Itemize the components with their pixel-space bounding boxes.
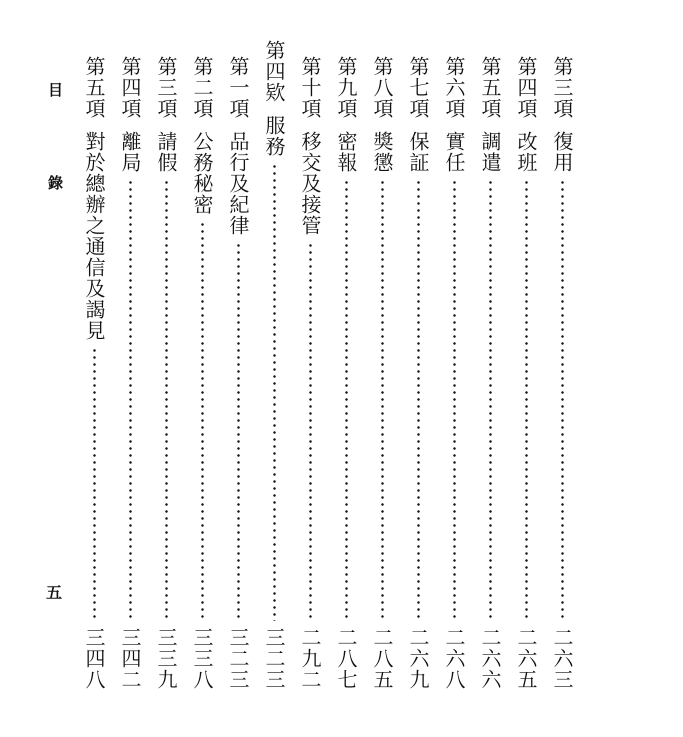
entry-label: 第六項 (442, 56, 466, 119)
entry-label: 第四欵 (262, 40, 286, 103)
toc-entry[interactable] (368, 56, 396, 690)
entry-page-number: 二六五 (514, 627, 538, 690)
entry-label: 第三項 (154, 56, 178, 119)
entry-page-number: 二八五 (370, 627, 394, 690)
entry-page-number: 二六九 (406, 627, 430, 690)
entry-title: 調遣 (478, 131, 502, 173)
entry-title: 改班 (514, 131, 538, 173)
entry-page-number: 二九二 (298, 627, 322, 690)
entry-title: 實任 (442, 131, 466, 173)
entry-title: 公務秘密 (190, 131, 214, 215)
toc-entry[interactable] (476, 56, 504, 690)
page-number: 五 (46, 583, 63, 602)
entry-page-number: 二八七 (334, 627, 358, 690)
dot-leader (93, 347, 96, 621)
entry-label: 第四項 (514, 56, 538, 119)
toc-entry[interactable] (296, 56, 324, 690)
entry-page-number: 三四八 (82, 627, 106, 690)
entry-title: 移交及接管 (298, 131, 322, 236)
entry-page-number: 三三九 (154, 627, 178, 690)
dot-leader (489, 179, 492, 621)
dot-leader (561, 179, 564, 621)
dot-leader (417, 179, 420, 621)
entry-title: 密報 (334, 131, 358, 173)
entry-title: 對於總辦之通信及謁見 (82, 131, 106, 341)
toc-entry[interactable] (152, 56, 180, 690)
entry-label: 第三項 (550, 56, 574, 119)
entry-page-number: 二六三 (550, 627, 574, 690)
entry-label: 第八項 (370, 56, 394, 119)
dot-leader (129, 179, 132, 621)
entry-page-number: 二六八 (442, 627, 466, 690)
entry-page-number: 二六六 (478, 627, 502, 690)
toc-entry[interactable] (548, 56, 576, 690)
toc-entry[interactable] (116, 56, 144, 690)
toc-entry[interactable] (332, 56, 360, 690)
entry-label: 第九項 (334, 56, 358, 119)
entry-page-number: 三二三 (262, 627, 286, 690)
entry-label: 第五項 (478, 56, 502, 119)
toc-entry[interactable] (440, 56, 468, 690)
dot-leader (309, 242, 312, 621)
entry-label: 第五項 (82, 56, 106, 119)
dot-leader (345, 179, 348, 621)
entry-page-number: 三二三 (226, 627, 250, 690)
toc-entry[interactable] (224, 56, 252, 690)
entry-label: 第一項 (226, 56, 250, 119)
entry-label: 第四項 (118, 56, 142, 119)
dot-leader (201, 221, 204, 621)
toc-entry[interactable] (512, 56, 540, 690)
entry-title: 品行及紀律 (226, 131, 250, 236)
toc-chapter-entry[interactable] (260, 40, 288, 690)
dot-leader (453, 179, 456, 621)
entry-page-number: 三四二 (118, 627, 142, 690)
entry-title: 請假 (154, 131, 178, 173)
dot-leader (273, 163, 276, 621)
entry-page-number: 三三八 (190, 627, 214, 690)
entry-title: 復用 (550, 131, 574, 173)
dot-leader (237, 242, 240, 621)
entry-label: 第七項 (406, 56, 430, 119)
toc-entry[interactable] (188, 56, 216, 690)
toc-entry[interactable] (80, 56, 108, 690)
entry-title: 保証 (406, 131, 430, 173)
toc-entry[interactable] (404, 56, 432, 690)
entry-label: 第二項 (190, 56, 214, 119)
running-header: 目 錄 (46, 82, 64, 220)
entry-title: 離局 (118, 131, 142, 173)
dot-leader (381, 179, 384, 621)
entry-title: 獎懲 (370, 131, 394, 173)
dot-leader (165, 179, 168, 621)
dot-leader (525, 179, 528, 621)
entry-label: 第十項 (298, 56, 322, 119)
entry-title: 服務 (262, 115, 286, 157)
